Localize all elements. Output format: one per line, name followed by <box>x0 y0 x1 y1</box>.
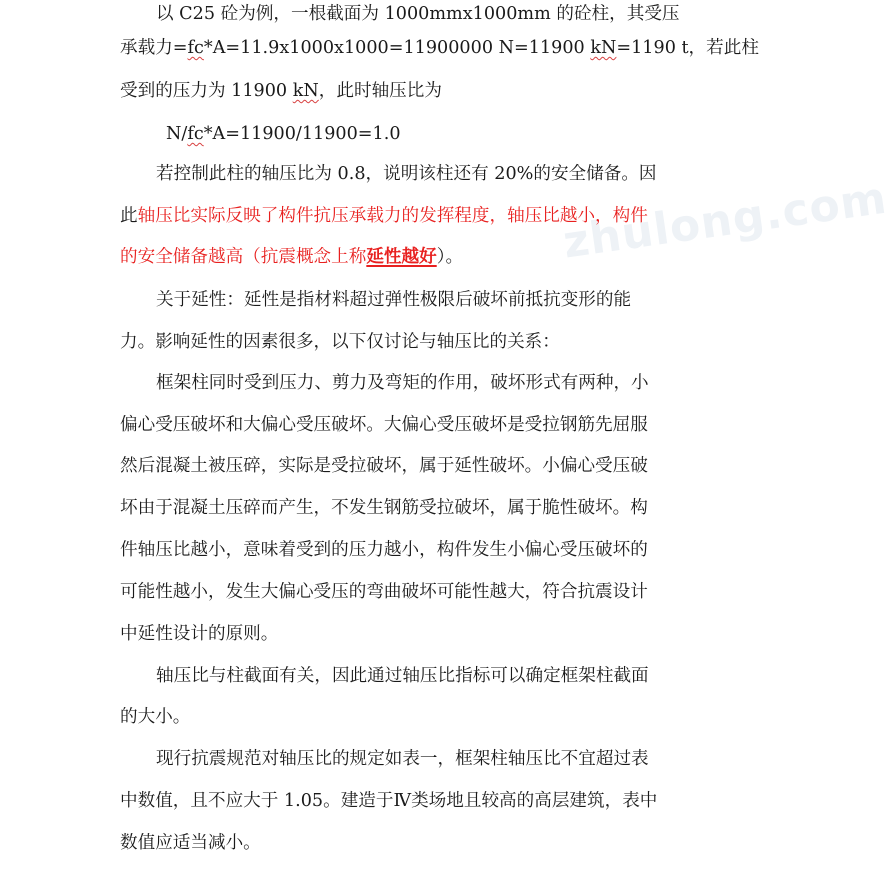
text-line <box>156 280 716 320</box>
text-run: 数值应适当减小。 <box>120 833 261 853</box>
text-run: 框架柱同时受到压力、剪力及弯矩的作用，破坏形式有两种，小 <box>156 373 649 393</box>
text-line <box>120 28 759 68</box>
text-line <box>120 572 680 612</box>
text-run: 受到的压力为 11900 <box>120 81 293 101</box>
text-line <box>156 656 716 696</box>
text-run: fc <box>187 38 204 58</box>
text-run: 若控制此柱的轴压比为 0.8，说明该柱还有 20%的安全储备。因 <box>156 164 657 184</box>
text-run: 此 <box>120 206 138 226</box>
text-line <box>120 237 680 277</box>
text-line <box>120 781 680 821</box>
text-line <box>120 196 680 236</box>
text-line <box>120 530 680 570</box>
text-run: ，此时轴压比为 <box>318 81 442 101</box>
text-line <box>156 363 716 403</box>
text-line <box>120 697 680 737</box>
text-line <box>120 488 680 528</box>
text-run: N/ <box>166 124 188 144</box>
text-line <box>120 405 680 445</box>
text-line <box>156 739 716 779</box>
text-line <box>120 614 680 654</box>
text-run: *A=11.9x1000x1000=11900000 N=11900 <box>203 38 591 58</box>
text-run: kN <box>292 81 319 101</box>
text-run: 延性越好 <box>366 246 437 267</box>
text-run: ）。 <box>436 247 464 267</box>
text-run: 的大小。 <box>120 707 191 727</box>
text-run: 中数值，且不应大于 1.05。建造于Ⅳ类场地且较高的高层建筑，表中 <box>120 791 658 811</box>
text-run: 现行抗震规范对轴压比的规定如表一，框架柱轴压比不宜超过表 <box>156 749 649 769</box>
text-run: 轴压比实际反映了构件抗压承载力的发挥程度，轴压比越小，构件 <box>137 206 648 226</box>
text-run: 坏由于混凝土压碎而产生，不发生钢筋受拉破坏，属于脆性破坏。构 <box>120 498 648 518</box>
text-run: 可能性越小，发生大偏心受压的弯曲破坏可能性越大，符合抗震设计 <box>120 582 648 602</box>
watermark: zhulong.com <box>560 172 890 269</box>
text-line <box>120 446 680 486</box>
text-run: *A=11900/11900=1.0 <box>203 124 401 144</box>
text-run: =1190 t，若此柱 <box>616 38 759 58</box>
text-run: 中延性设计的原则。 <box>120 624 279 644</box>
text-run: 力。影响延性的因素很多，以下仅讨论与轴压比的关系： <box>120 332 560 352</box>
text-run: 以 C25 砼为例，一根截面为 1000mmx1000mm 的砼柱，其受压 <box>156 4 680 24</box>
text-run: 偏心受压破坏和大偏心受压破坏。大偏心受压破坏是受拉钢筋先屈服 <box>120 415 648 435</box>
text-line <box>120 322 680 362</box>
text-run: kN <box>590 38 617 58</box>
text-run: 然后混凝土被压碎，实际是受拉破坏，属于延性破坏。小偏心受压破 <box>120 456 648 476</box>
text-line <box>120 71 680 111</box>
text-run: fc <box>187 124 204 144</box>
text-run: 的安全储备越高（抗震概念上称 <box>120 247 367 267</box>
text-run: 件轴压比越小，意味着受到的压力越小，构件发生小偏心受压破坏的 <box>120 540 648 560</box>
text-run: 关于延性：延性是指材料超过弹性极限后破坏前抵抗变形的能 <box>156 290 632 310</box>
text-line <box>120 823 680 863</box>
text-line <box>156 154 716 194</box>
text-run: 轴压比与柱截面有关，因此通过轴压比指标可以确定框架柱截面 <box>156 666 649 686</box>
text-run: 承载力= <box>120 38 188 58</box>
text-line <box>166 114 726 154</box>
